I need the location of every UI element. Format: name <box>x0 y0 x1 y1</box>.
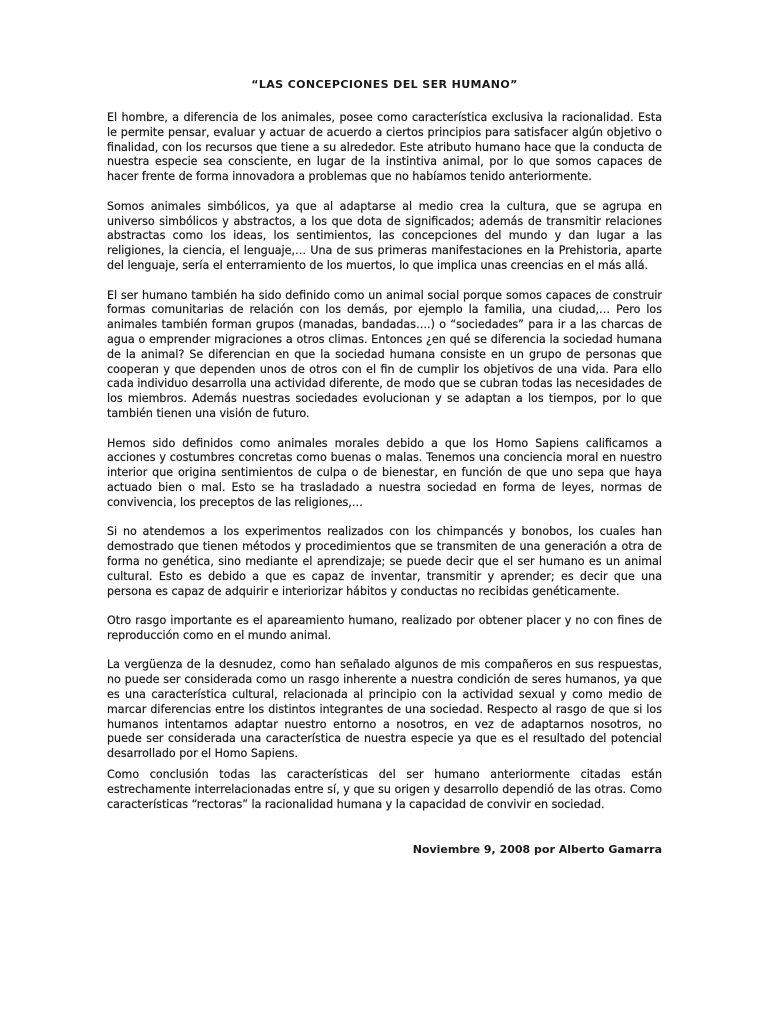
paragraph-social: El ser humano también ha sido definido como un animal social porque somos capaces de construir formas comunitarias de relación con los demás, por ejemplo la familia, una ciudad,… Pero los animales también forman grupos (manadas, bandadas….) o “sociedades” para ir a las charcas de agua o emprender migraciones a otros climas. Entonces ¿en qué se diferencia la sociedad humana de la animal? Se diferencian en que la sociedad humana consiste en un grupo de personas que cooperan y que dependen unos de otros con el fin de cumplir los objetivos de una vida. Para ello cada individuo desarrolla una actividad diferente, de modo que se cubran todas las necesidades de los miembros. Además nuestras sociedades evolucionan y se adaptan a los tiempos, por lo que también tienen una visión de futuro. <box>107 288 662 420</box>
paragraph-simbolicos: Somos animales simbólicos, ya que al adaptarse al medio crea la cultura, que se agrupa en universo simbólicos y abstractos, a los que dota de significados; además de transmitir relaciones abstractas como los ideas, los sentimientos, las concepciones del mundo y dan lugar a las religiones, la ciencia, el lenguaje,… Una de sus primeras manifestaciones en la Prehistoria, aparte del lenguaje, sería el enterramiento de los muertos, lo que implica unas creencias en el más allá. <box>107 199 662 272</box>
document-page <box>107 78 662 857</box>
signature-line: Noviembre 9, 2008 por Alberto Gamarra <box>412 843 662 857</box>
paragraph-racionalidad: El hombre, a diferencia de los animales, posee como característica exclusiva la racionalidad. Esta le permite pensar, evaluar y actuar de acuerdo a ciertos principios para satisfacer algún objetivo o finalidad, con los recursos que tiene a su alrededor. Este atributo humano hace que la conducta de nuestra especie sea consciente, en lugar de la instintiva animal, por lo que somos capaces de hacer frente de forma innovadora a problemas que no habíamos tenido anteriormente. <box>107 111 662 184</box>
paragraph-conclusion: Como conclusión todas las características del ser humano anteriormente citadas están estrechamente interrelacionadas entre sí, y que su origen y desarrollo dependió de las otras. Como características “rectoras” la racionalidad humana y la capacidad de convivir en sociedad. <box>107 768 662 811</box>
paragraph-morales: Hemos sido definidos como animales morales debido a que los Homo Sapiens calificamos a acciones y costumbres concretas como buenas o malas. Tenemos una conciencia moral en nuestro interior que origina sentimientos de culpa o de bienestar, en función de que uno sepa que haya actuado bien o mal. Esto se ha trasladado a nuestra sociedad en forma de leyes, normas de convivencia, los preceptos de las religiones,… <box>107 436 662 509</box>
document-title: “LAS CONCEPCIONES DEL SER HUMANO” <box>251 78 518 91</box>
paragraph-cultural: Si no atendemos a los experimentos realizados con los chimpancés y bonobos, los cuales han demostrado que tienen métodos y procedimientos que se transmiten de una generación a otra de forma no genética, sino mediante el aprendizaje; se puede decir que el ser humano es un animal cultural. Esto es debido a que es capaz de inventar, transmitir y aprender; es decir que una persona es capaz de adquirir e interiorizar hábitos y conductas no recibidas genéticamente. <box>107 525 662 598</box>
paragraph-apareamiento: Otro rasgo importante es el apareamiento humano, realizado por obtener placer y no con fines de reproducción como en el mundo animal. <box>107 614 662 642</box>
paragraph-verguenza: La vergüenza de la desnudez, como han señalado algunos de mis compañeros en sus respuestas, no puede ser considerada como un rasgo inherente a nuestra condición de seres humanos, ya que es una característica cultural, relacionada al principio con la actividad sexual y como medio de marcar diferencias entre los distintos integrantes de una sociedad. Respecto al rasgo de que si los humanos intentamos adaptar nuestro entorno a nosotros, en vez de adaptarnos nosotros, no puede ser considerada una característica de nuestra especie ya que es el resultado del potencial desarrollado por el Homo Sapiens. <box>107 658 662 761</box>
